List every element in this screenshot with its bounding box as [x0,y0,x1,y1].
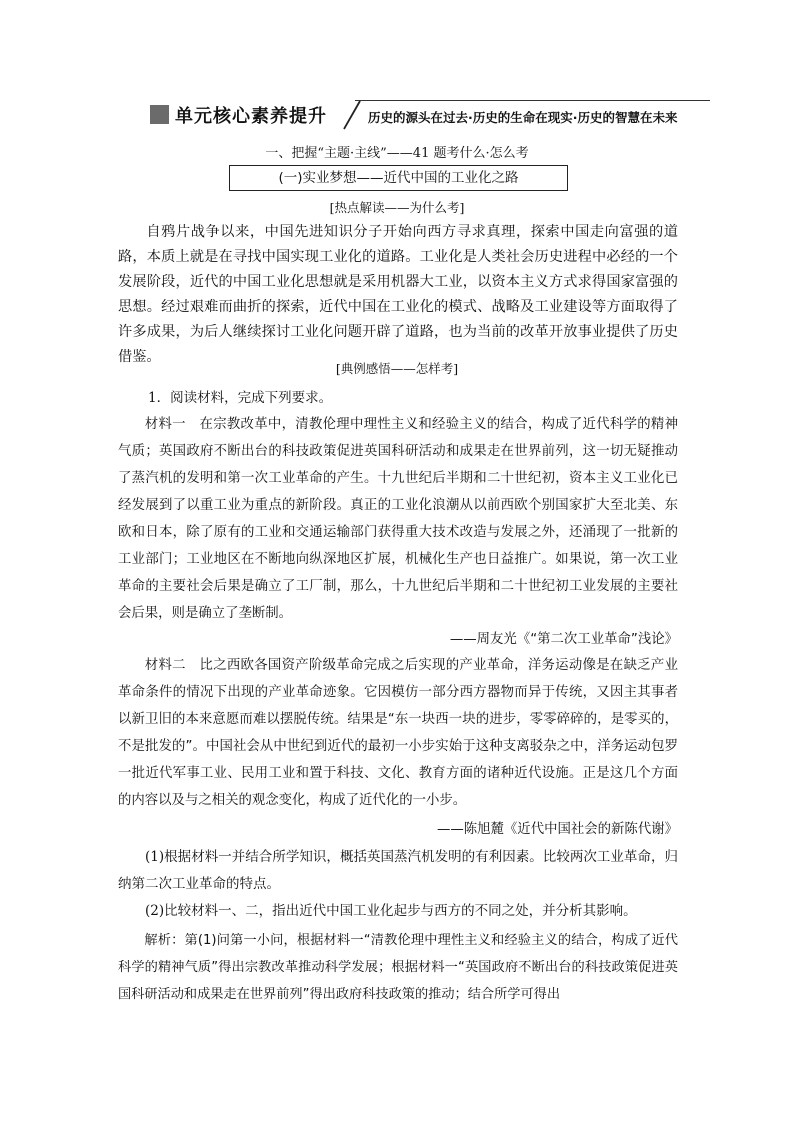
material-two-source: ——陈旭麓《近代中国社会的新陈代谢》 [436,822,678,837]
banner-rule [355,100,710,101]
unit-banner [150,100,710,130]
material-two: 材料二 比之西欧各国资产阶级革命完成之后实现的产业革命，洋务运动像是在缺乏产业革命条件的情况下出现的产业革命迹象。它因模仿一部分西方器物而异于传统，又因主其事者以新卫旧的本来意愿而难以摆脱传统。结果是“东一块西一块的进步，零零碎碎的，是零买的，不是批发的”。中国社会从中世纪到近代的最初一小步实始于这种支离驳杂之中，洋务运动包罗一批近代军事工业、民用工业和置于科技、文化、教育方面的诸种近代设施。正是这几个方面的内容以及与之相关的观念变化，构成了近代化的一小步。 [118,658,678,808]
hot-topic-label: [热点解读——为什么考] [329,200,465,215]
intro-paragraph: 自鸦片战争以来，中国先进知识分子开始向西方寻求真理，探索中国走向富强的道路，本质上就是在寻找中国实现工业化的道路。工业化是人类社会历史进程中必经的一个发展阶段，近代的中国工业化思想就是采用机器大工业，以资本主义方式求得国家富强的思想。经过艰难而曲折的探索，近代中国在工业化的模式、战略及工业建设等方面取得了许多成果，为后人继续探讨工业化问题开辟了道路，也为当前的改革开放事业提供了历史借鉴。 [118,224,678,365]
material-one-source: ——周友光《“第二次工业革命”浅论》 [449,632,678,647]
question-part-2: (2)比较材料一、二，指出近代中国工业化起步与西方的不同之处，并分析其影响。 [145,903,637,919]
analysis-paragraph: 解析：第(1)问第一小问，根据材料一“清教伦理中理性主义和经验主义的结合，构成了近代科学的精神气质”得出宗教改革推动科学发展；根据材料一“英国政府不断出台的科技政策促进英国科研活动和成果走在世界前列”得出政府科技政策的推动；结合所学可得出 [118,933,678,1002]
material-one: 材料一 在宗教改革中，清教伦理中理性主义和经验主义的结合，构成了近代科学的精神气质；英国政府不断出台的科技政策促进英国科研活动和成果走在世界前列，这一切无疑推动了蒸汽机的发明和第一次工业革命的产生。十九世纪后半期和二十世纪初，资本主义工业化已经发展到了以重工业为重点的新阶段。真正的工业化浪潮从以前西欧个别国家扩大至北美、东欧和日本，除了原有的工业和交通运输部门获得重大技术改造与发展之外，还涌现了一批新的工业部门；工业地区在不断地向纵深地区扩展，机械化生产也日益推广。如果说，第一次工业革命的主要社会后果是确立了工厂制，那么，十九世纪后半期和二十世纪初工业发展的主要社会后果，则是确立了垄断制。 [118,417,678,621]
section-heading: 一、把握“主题·主线”——41 题考什么·怎么考 [265,146,529,161]
topic-box-title: (一)实业梦想——近代中国的工业化之路 [229,165,568,191]
question-part-1: (1)根据材料一并结合所学知识，概括英国蒸汽机发明的有利因素。比较两次工业革命，归纳第二次工业革命的特点。 [118,849,678,892]
example-label: [典例感悟——怎样考] [335,361,459,376]
banner-square-icon [150,105,169,124]
unit-motto: 历史的源头在过去·历史的生命在现实·历史的智慧在未来 [368,110,678,125]
unit-title: 单元核心素养提升 [175,106,327,127]
banner-slash-icon [338,100,362,130]
question-stem: 1．阅读材料，完成下列要求。 [148,390,333,406]
